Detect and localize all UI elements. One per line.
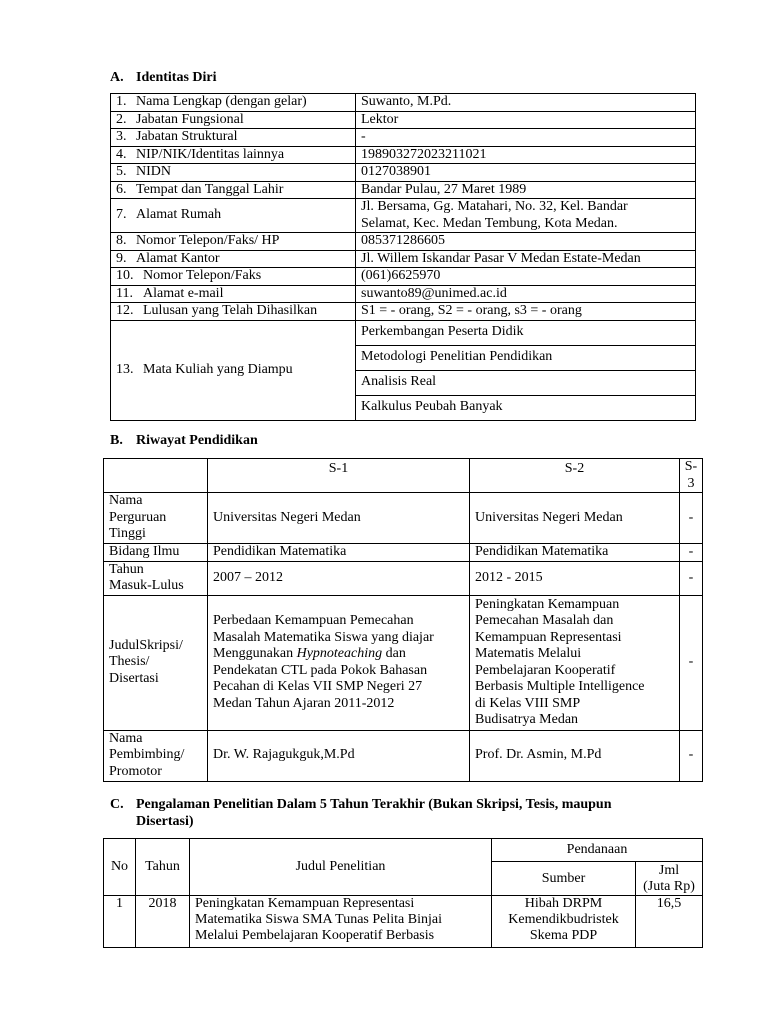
identity-label: 11. Alamat e-mail: [111, 285, 356, 303]
education-row: [104, 493, 703, 544]
education-s3: -: [680, 595, 703, 730]
education-s2: 2012 - 2015: [470, 561, 680, 595]
identity-value: 198903272023211021: [356, 146, 696, 164]
research-sumber: Hibah DRPM Kemendikbudristek Skema PDP: [492, 896, 636, 948]
education-s1: Universitas Negeri Medan: [208, 493, 470, 544]
section-a-letter: A.: [110, 70, 124, 85]
research-no: 1: [104, 896, 136, 948]
identity-label: 10. Nomor Telepon/Faks: [111, 268, 356, 286]
course-item: Analisis Real: [356, 370, 696, 395]
identity-value: Suwanto, M.Pd.: [356, 94, 696, 112]
research-row: [104, 896, 703, 948]
identity-row: [111, 320, 696, 345]
identity-label: 3. Jabatan Struktural: [111, 129, 356, 147]
research-table: [103, 838, 703, 948]
research-header-tahun: Tahun: [136, 839, 190, 896]
education-s1: Dr. W. Rajagukguk,M.Pd: [208, 730, 470, 781]
section-b-title: [110, 433, 258, 449]
identity-value: 0127038901: [356, 164, 696, 182]
education-s1: 2007 – 2012: [208, 561, 470, 595]
identity-value: Bandar Pulau, 27 Maret 1989: [356, 181, 696, 199]
identity-table: [110, 93, 696, 421]
identity-value: Lektor: [356, 111, 696, 129]
education-s2: Pendidikan Matematika: [470, 544, 680, 562]
section-c-heading-line1: Pengalaman Penelitian Dalam 5 Tahun Terakhir (Bukan Skripsi, Tesis, maupun: [136, 797, 612, 812]
education-s3: -: [680, 493, 703, 544]
education-header-empty: [104, 459, 208, 493]
identity-value: suwanto89@unimed.ac.id: [356, 285, 696, 303]
research-header-no: No: [104, 839, 136, 896]
education-label: Tahun Masuk-Lulus: [104, 561, 208, 595]
identity-label: 4. NIP/NIK/Identitas lainnya: [111, 146, 356, 164]
identity-row: [111, 181, 696, 199]
education-row: [104, 730, 703, 781]
identity-row: [111, 250, 696, 268]
education-s2: Universitas Negeri Medan: [470, 493, 680, 544]
identity-value: Jl. Bersama, Gg. Matahari, No. 32, Kel. Bandar Selamat, Kec. Medan Tembung, Kota Medan.: [356, 199, 696, 233]
education-header-s3: S- 3: [680, 459, 703, 493]
research-tahun: 2018: [136, 896, 190, 948]
identity-label: 1. Nama Lengkap (dengan gelar): [111, 94, 356, 112]
identity-value: (061)6625970: [356, 268, 696, 286]
research-judul: Peningkatan Kemampuan Representasi Matematika Siswa SMA Tunas Pelita Binjai Melalui Pembelajaran Kooperatif Berbasis: [190, 896, 492, 948]
identity-label: 7. Alamat Rumah: [111, 199, 356, 233]
section-b-heading: Riwayat Pendidikan: [136, 433, 258, 448]
identity-label: 5. NIDN: [111, 164, 356, 182]
identity-row: [111, 129, 696, 147]
identity-value: -: [356, 129, 696, 147]
education-s1: Pendidikan Matematika: [208, 544, 470, 562]
section-c-letter: C.: [110, 797, 124, 812]
research-header-judul: Judul Penelitian: [190, 839, 492, 896]
identity-label: 2. Jabatan Fungsional: [111, 111, 356, 129]
education-s2-thesis: Peningkatan Kemampuan Pemecahan Masalah dan Kemampuan Representasi Matematis Melalui Pembelajaran Kooperatif Berbasis Multiple Intelligence di Kelas VIII SMP Budisatrya Medan: [470, 595, 680, 730]
identity-row: [111, 233, 696, 251]
course-item: Metodologi Penelitian Pendidikan: [356, 345, 696, 370]
identity-row: [111, 303, 696, 321]
identity-row: [111, 268, 696, 286]
education-label: JudulSkripsi/ Thesis/ Disertasi: [104, 595, 208, 730]
course-item: Perkembangan Peserta Didik: [356, 320, 696, 345]
education-label: Nama Perguruan Tinggi: [104, 493, 208, 544]
identity-row: [111, 285, 696, 303]
section-a-heading: Identitas Diri: [136, 70, 217, 85]
education-row: [104, 595, 703, 730]
identity-label: 8. Nomor Telepon/Faks/ HP: [111, 233, 356, 251]
research-jml: 16,5: [636, 896, 703, 948]
identity-row: [111, 164, 696, 182]
identity-row: [111, 111, 696, 129]
identity-label: 12. Lulusan yang Telah Dihasilkan: [111, 303, 356, 321]
education-header-row: [104, 459, 703, 493]
education-header-s1: S-1: [208, 459, 470, 493]
section-c-title: [110, 797, 612, 813]
research-header-row: [104, 839, 703, 862]
identity-row: [111, 94, 696, 112]
education-s2: Prof. Dr. Asmin, M.Pd: [470, 730, 680, 781]
identity-label: 13. Mata Kuliah yang Diampu: [111, 320, 356, 420]
education-row: [104, 544, 703, 562]
identity-value: 085371286605: [356, 233, 696, 251]
education-s3: -: [680, 561, 703, 595]
identity-row: [111, 199, 696, 233]
education-s3: -: [680, 544, 703, 562]
identity-value: Jl. Willem Iskandar Pasar V Medan Estate-Medan: [356, 250, 696, 268]
education-s3: -: [680, 730, 703, 781]
identity-value: S1 = - orang, S2 = - orang, s3 = - orang: [356, 303, 696, 321]
section-b-letter: B.: [110, 433, 123, 448]
education-label: Nama Pembimbing/ Promotor: [104, 730, 208, 781]
education-row: [104, 561, 703, 595]
section-a-title: [110, 70, 217, 86]
education-label: Bidang Ilmu: [104, 544, 208, 562]
research-header-jml: Jml (Juta Rp): [636, 862, 703, 896]
course-item: Kalkulus Peubah Banyak: [356, 395, 696, 420]
identity-row: [111, 146, 696, 164]
identity-label: 6. Tempat dan Tanggal Lahir: [111, 181, 356, 199]
education-s1-thesis: Perbedaan Kemampuan Pemecahan Masalah Matematika Siswa yang diajar Menggunakan Hypnoteaching dan Pendekatan CTL pada Pokok Bahasan Pecahan di Kelas VII SMP Negeri 27 Medan Tahun Ajaran 2011-2012: [208, 595, 470, 730]
section-c-heading-line2: Disertasi): [136, 814, 194, 829]
identity-label: 9. Alamat Kantor: [111, 250, 356, 268]
education-table: [103, 458, 703, 782]
education-header-s2: S-2: [470, 459, 680, 493]
research-header-pendanaan: Pendanaan: [492, 839, 703, 862]
research-header-sumber: Sumber: [492, 862, 636, 896]
